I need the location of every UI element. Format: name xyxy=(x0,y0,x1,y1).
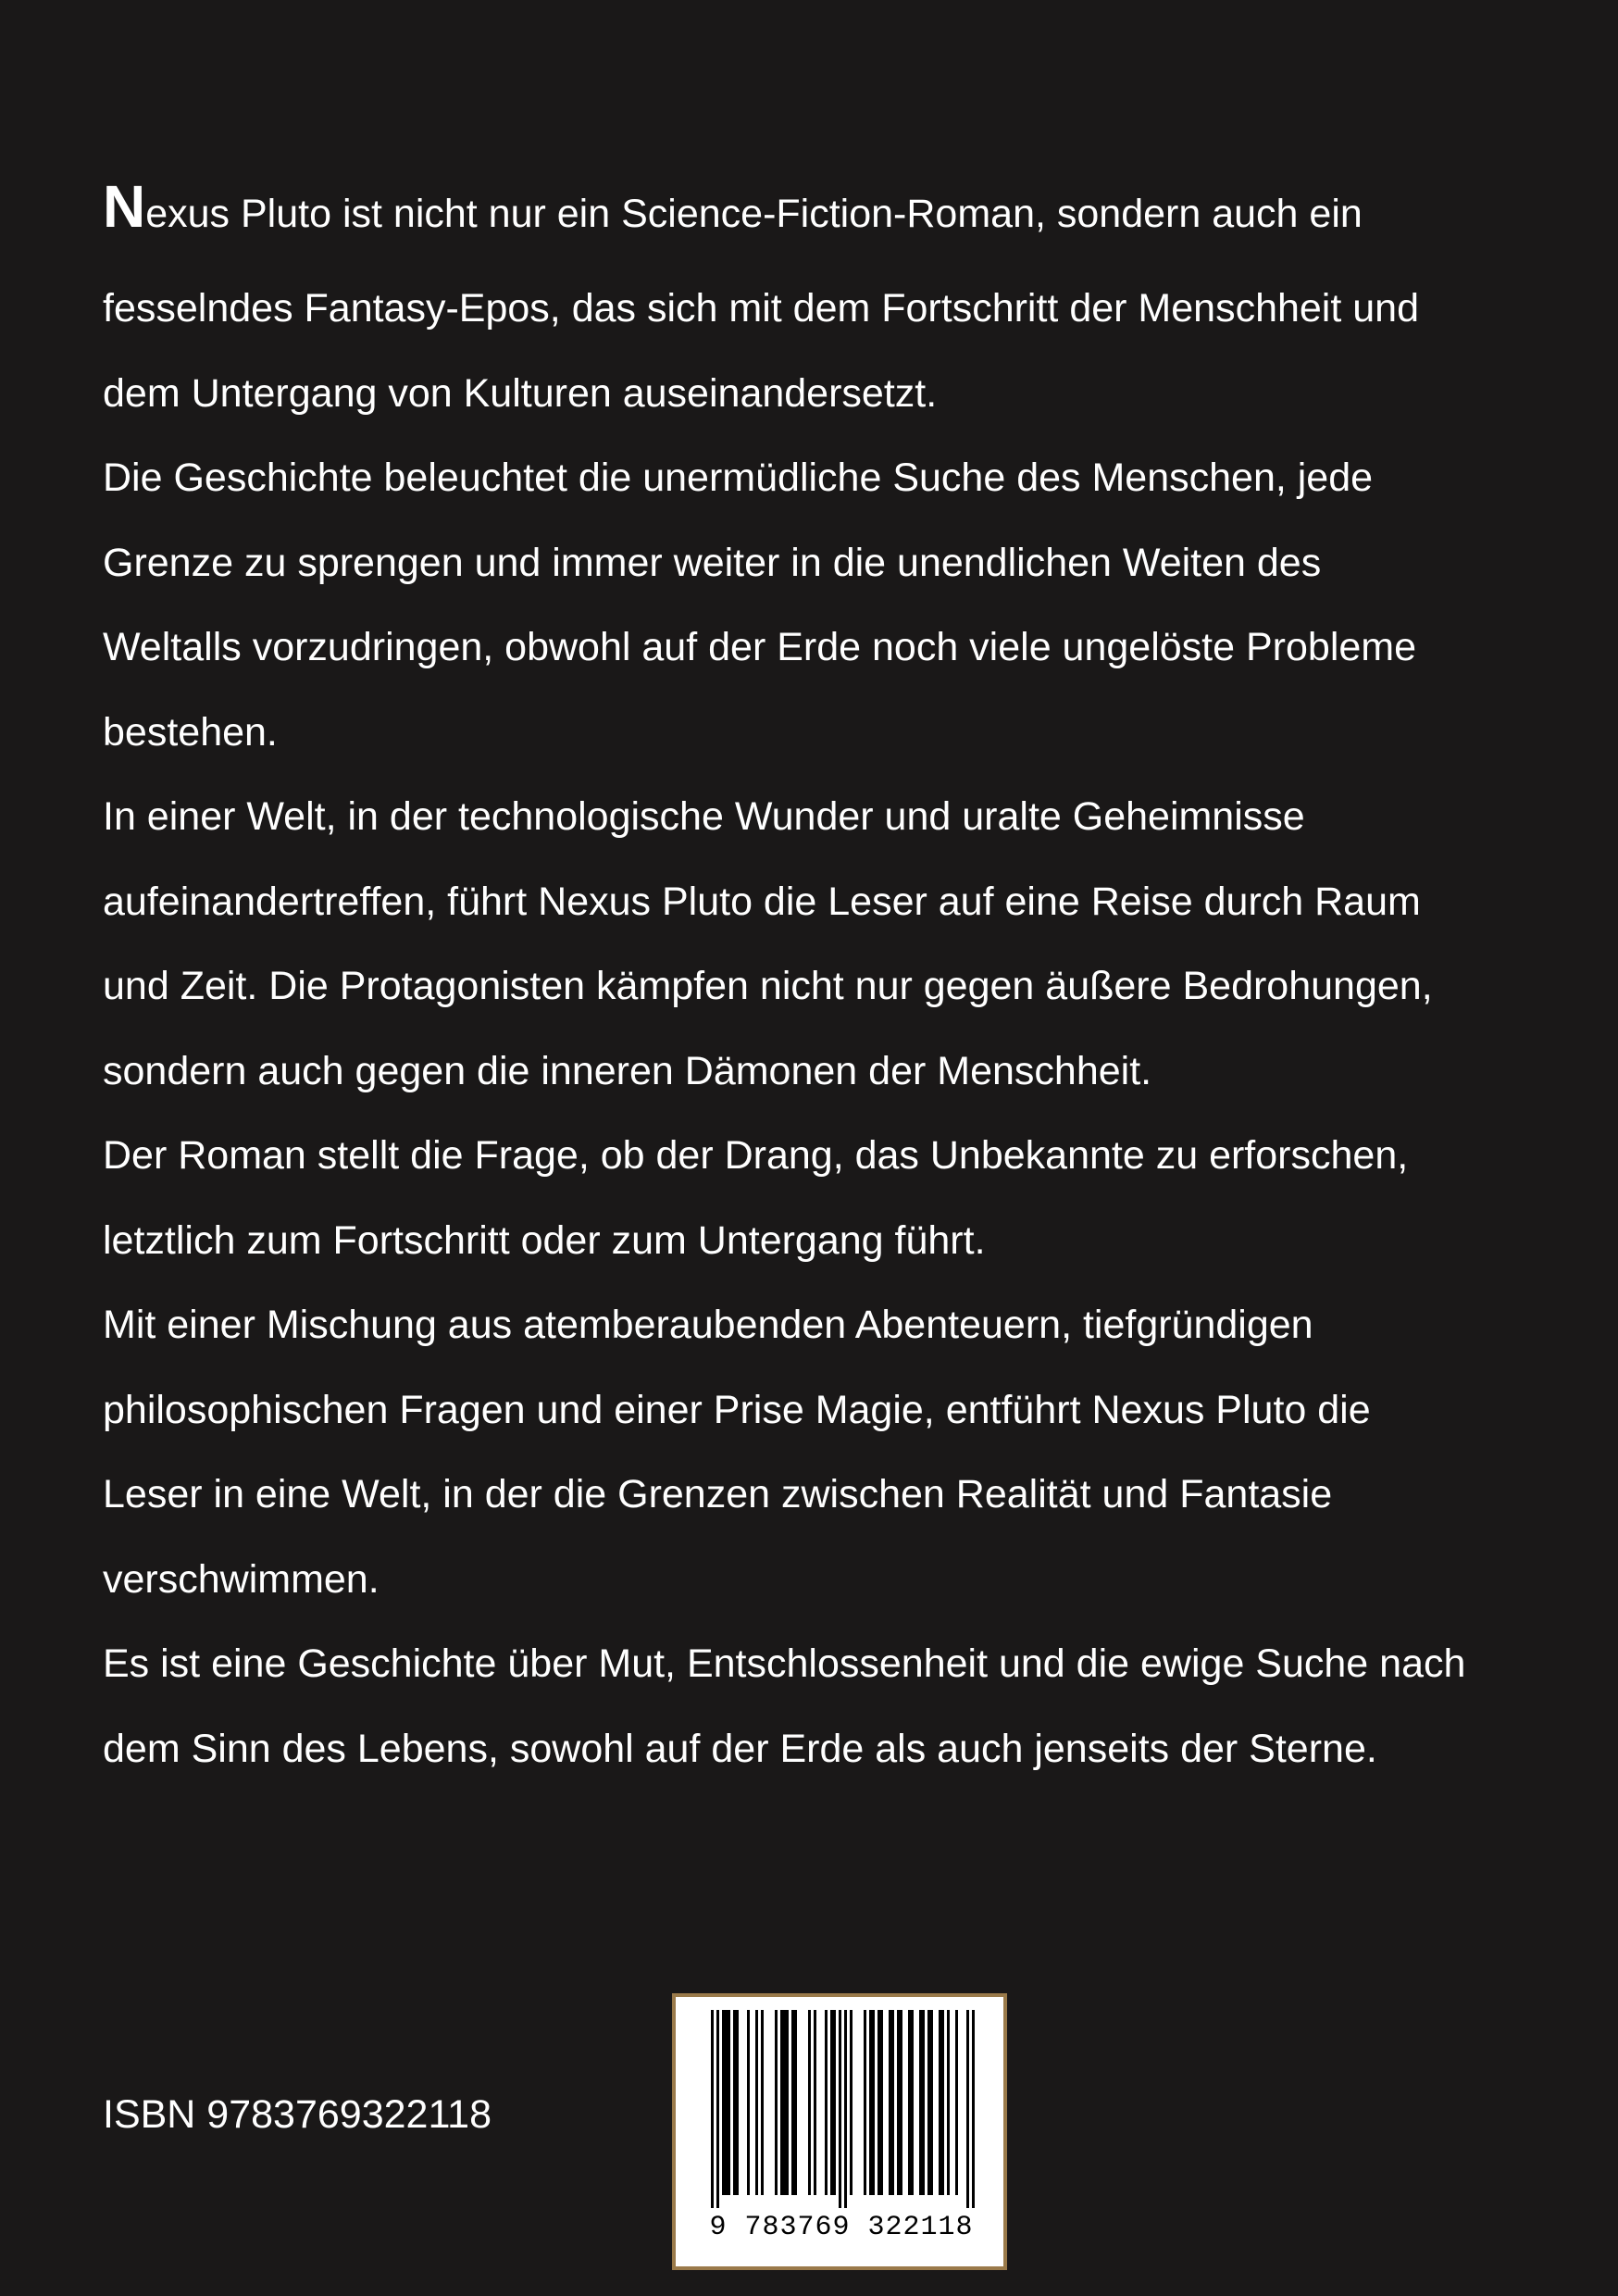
barcode-bar xyxy=(864,2010,866,2195)
blurb-line: Grenze zu sprengen und immer weiter in die unendlichen Weiten des xyxy=(103,541,1322,585)
barcode-bar xyxy=(722,2010,730,2195)
barcode-guard-bar xyxy=(716,2010,719,2208)
barcode-bar xyxy=(955,2010,958,2195)
blurb-line: aufeinandertreffen, führt Nexus Pluto die Leser auf eine Reise durch Raum xyxy=(103,880,1421,924)
barcode-bar xyxy=(780,2010,789,2195)
barcode-bar xyxy=(919,2010,925,2195)
barcode-bar xyxy=(761,2010,764,2195)
drop-cap-initial: N xyxy=(103,173,146,240)
barcode-bar xyxy=(927,2010,933,2195)
barcode-bar xyxy=(850,2010,853,2195)
barcode-bar xyxy=(814,2010,816,2195)
barcode-bar xyxy=(775,2010,778,2195)
barcode-bar xyxy=(877,2010,883,2195)
blurb-line: Mit einer Mischung aus atemberaubenden Abenteuern, tiefgründigen xyxy=(103,1303,1313,1347)
blurb-line: letztlich zum Fortschritt oder zum Untergang führt. xyxy=(103,1218,986,1263)
barcode-bar xyxy=(947,2010,950,2195)
barcode-guard-bar xyxy=(966,2010,969,2208)
blurb-line: sondern auch gegen die inneren Dämonen der Menschheit. xyxy=(103,1049,1152,1093)
barcode-bar xyxy=(939,2010,944,2195)
barcode-bar xyxy=(897,2010,902,2195)
barcode-guard-bar xyxy=(839,2010,841,2208)
blurb-line: dem Sinn des Lebens, sowohl auf der Erde als auch jenseits der Sterne. xyxy=(103,1727,1377,1771)
blurb-line xyxy=(103,173,1363,240)
blurb-line: fesselndes Fantasy-Epos, das sich mit dem Fortschritt der Menschheit und xyxy=(103,286,1420,331)
barcode-guard-bar xyxy=(711,2010,714,2208)
barcode-bar xyxy=(908,2010,914,2195)
blurb-line: Weltalls vorzudringen, obwohl auf der Erde noch viele ungelöste Probleme xyxy=(103,625,1417,669)
isbn-barcode xyxy=(672,1993,1007,2270)
barcode-bar xyxy=(808,2010,811,2195)
barcode-guard-bar xyxy=(972,2010,975,2208)
barcode-bar xyxy=(733,2010,739,2195)
blurb-line: bestehen. xyxy=(103,710,278,755)
barcode-bar xyxy=(755,2010,758,2195)
barcode-bars xyxy=(676,1997,1003,2210)
barcode-bar xyxy=(830,2010,836,2195)
isbn-label: ISBN 9783769322118 xyxy=(103,2092,492,2137)
barcode-digits: 9 783769 322118 xyxy=(709,2212,974,2243)
blurb-line: Die Geschichte beleuchtet die unermüdliche Suche des Menschen, jede xyxy=(103,455,1374,500)
blurb-line: Leser in eine Welt, in der die Grenzen zwischen Realität und Fantasie xyxy=(103,1472,1333,1516)
blurb-first-line-text: exus Pluto ist nicht nur ein Science-Fiction-Roman, sondern auch ein xyxy=(145,192,1363,236)
blurb-line: verschwimmen. xyxy=(103,1557,380,1602)
barcode-bar xyxy=(825,2010,828,2195)
blurb-line: Es ist eine Geschichte über Mut, Entschlossenheit und die ewige Suche nach xyxy=(103,1641,1466,1686)
blurb-line: dem Untergang von Kulturen auseinandersetzt. xyxy=(103,371,938,416)
barcode-bar xyxy=(747,2010,750,2195)
barcode-bar xyxy=(889,2010,894,2195)
blurb-line: und Zeit. Die Protagonisten kämpfen nicht nur gegen äußere Bedrohungen, xyxy=(103,964,1433,1008)
blurb-line: philosophischen Fragen und einer Prise Magie, entführt Nexus Pluto die xyxy=(103,1388,1371,1432)
barcode-bar xyxy=(791,2010,797,2195)
blurb-line: In einer Welt, in der technologische Wunder und uralte Geheimnisse xyxy=(103,794,1305,839)
blurb-line: Der Roman stellt die Frage, ob der Drang, das Unbekannte zu erforschen, xyxy=(103,1133,1409,1178)
barcode-guard-bar xyxy=(844,2010,847,2208)
barcode-bar xyxy=(869,2010,875,2195)
